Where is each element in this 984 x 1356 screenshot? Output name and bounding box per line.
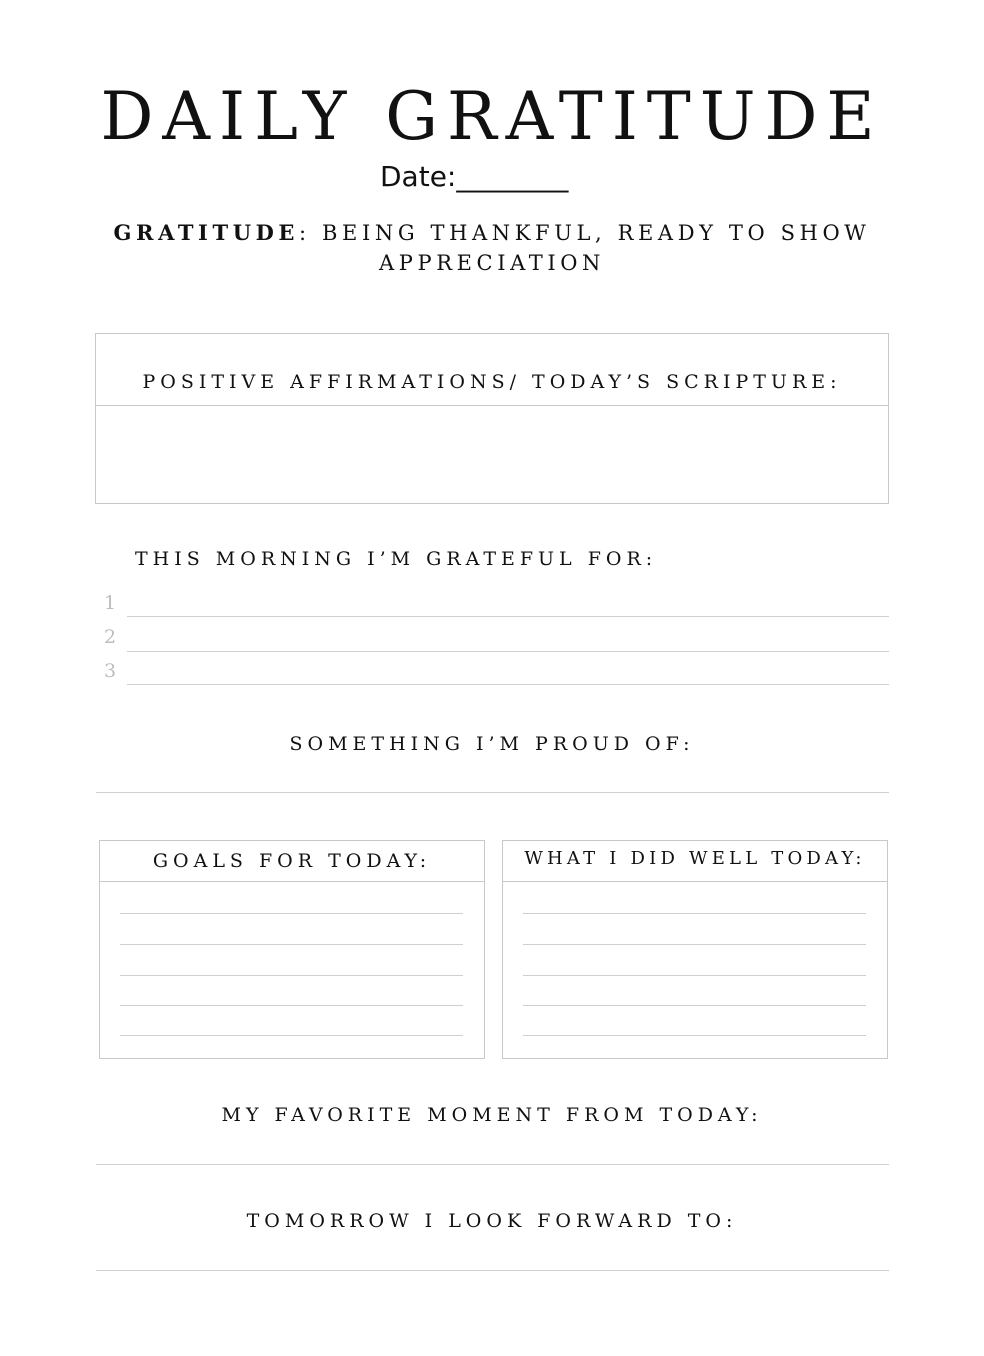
proud-line[interactable] — [96, 792, 889, 793]
gratitude-definition — [90, 218, 894, 278]
morning-line-1[interactable] — [127, 616, 889, 617]
definition-term: GRATITUDE — [113, 220, 300, 245]
favorite-moment-line[interactable] — [96, 1164, 889, 1165]
did-well-line[interactable] — [523, 913, 866, 914]
did-well-divider — [503, 881, 887, 882]
affirmations-box — [95, 333, 889, 504]
proud-heading: SOMETHING I’M PROUD OF: — [289, 733, 695, 755]
did-well-line[interactable] — [523, 1035, 866, 1036]
goals-box — [99, 840, 485, 1059]
morning-heading: THIS MORNING I’M GRATEFUL FOR: — [135, 548, 658, 570]
did-well-heading: WHAT I DID WELL TODAY: — [524, 848, 866, 869]
tomorrow-heading: TOMORROW I LOOK FORWARD TO: — [246, 1210, 738, 1232]
goals-divider — [100, 881, 484, 882]
morning-number-1: 1 — [104, 592, 117, 614]
did-well-line[interactable] — [523, 975, 866, 976]
goals-line[interactable] — [120, 1005, 463, 1006]
morning-line-2[interactable] — [127, 651, 889, 652]
tomorrow-line[interactable] — [96, 1270, 889, 1271]
did-well-line[interactable] — [523, 944, 866, 945]
page-title: DAILY GRATITUDE — [100, 78, 884, 155]
did-well-box — [502, 840, 888, 1059]
goals-line[interactable] — [120, 1035, 463, 1036]
favorite-moment-heading: MY FAVORITE MOMENT FROM TODAY: — [221, 1104, 763, 1126]
morning-number-2: 2 — [104, 626, 117, 648]
goals-line[interactable] — [120, 975, 463, 976]
affirmations-writing-area[interactable] — [96, 406, 888, 503]
definition-text: : BEING THANKFUL, READY TO SHOW APPRECIATION — [299, 221, 871, 275]
date-field[interactable]: Date:________ — [380, 160, 569, 193]
goals-heading: GOALS FOR TODAY: — [152, 850, 432, 872]
did-well-line[interactable] — [523, 1005, 866, 1006]
morning-line-3[interactable] — [127, 684, 889, 685]
affirmations-heading: POSITIVE AFFIRMATIONS/ TODAY’S SCRIPTURE: — [142, 371, 842, 393]
morning-number-3: 3 — [104, 660, 117, 682]
goals-line[interactable] — [120, 944, 463, 945]
goals-line[interactable] — [120, 913, 463, 914]
